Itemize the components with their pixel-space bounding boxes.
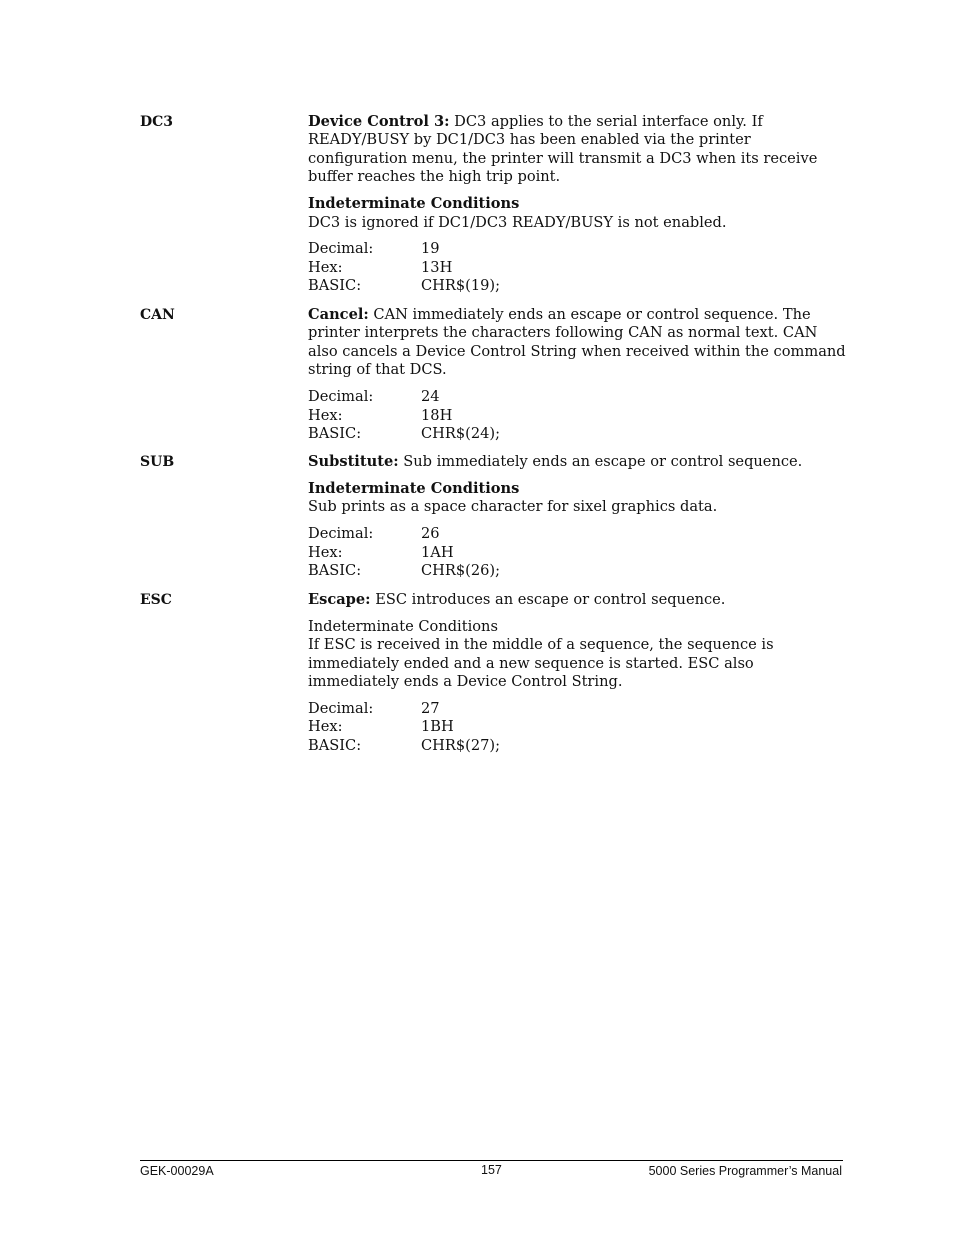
value-value: CHR$(26);: [421, 562, 501, 580]
entry-description: [308, 453, 848, 471]
entry-description: [308, 306, 848, 380]
entry-description: [308, 113, 848, 187]
value-label: BASIC:: [308, 736, 362, 754]
value-label: BASIC:: [308, 277, 362, 295]
value-value: 24: [421, 388, 440, 406]
footer-divider: [140, 1160, 843, 1161]
value-label: Decimal:: [308, 700, 374, 718]
entry-title: Device Control 3:: [308, 113, 450, 130]
entry-body: [308, 306, 848, 443]
entry-description: [308, 591, 848, 609]
value-value: CHR$(24);: [421, 424, 501, 442]
entry-title: Substitute:: [308, 453, 399, 470]
value-value: 18H: [421, 406, 453, 424]
value-label: BASIC:: [308, 562, 362, 580]
value-row-decimal: [308, 700, 848, 718]
entry-code: ESC: [140, 592, 172, 608]
value-label: Hex:: [308, 718, 343, 736]
indeterminate-text: Sub prints as a space character for sixel graphics data.: [308, 498, 718, 516]
footer-document-number: GEK-00029A: [140, 1164, 214, 1178]
indeterminate-heading: Indeterminate Conditions: [308, 195, 520, 213]
value-value: 19: [421, 240, 440, 258]
value-row-hex: [308, 544, 848, 562]
entry-description-text: CAN immediately ends an escape or control sequence. The printer interprets the characters following CAN as normal text. CAN also cancels a Device Control String when received within the command string of that DCS.: [308, 306, 846, 379]
value-value: 26: [421, 525, 440, 543]
entry-code: DC3: [140, 114, 174, 130]
value-row-decimal: [308, 240, 848, 258]
entry-body: [308, 453, 848, 580]
value-row-basic: [308, 562, 848, 580]
value-value: 27: [421, 700, 440, 718]
value-row-decimal: [308, 525, 848, 543]
value-label: Decimal:: [308, 388, 374, 406]
entry-code: CAN: [140, 307, 175, 323]
value-label: BASIC:: [308, 424, 362, 442]
value-value: 13H: [421, 258, 453, 276]
value-value: CHR$(27);: [421, 736, 501, 754]
value-row-basic: [308, 277, 848, 295]
indeterminate-heading: Indeterminate Conditions: [308, 617, 498, 635]
entry-title: Escape:: [308, 591, 371, 608]
entry-description-text: Sub immediately ends an escape or control sequence.: [398, 453, 803, 470]
footer-manual-title: 5000 Series Programmer’s Manual: [648, 1164, 842, 1178]
value-value: 1AH: [421, 543, 454, 561]
value-value: CHR$(19);: [421, 277, 501, 295]
value-label: Hex:: [308, 406, 343, 424]
footer-page-number: 157: [481, 1163, 502, 1177]
indeterminate-text: If ESC is received in the middle of a sequence, the sequence is immediately ended and a new sequence is started. ESC also immediately ends a Device Control String.: [308, 636, 774, 691]
entry-body: [308, 113, 848, 296]
entry-title: Cancel:: [308, 306, 369, 323]
value-row-decimal: [308, 388, 848, 406]
value-row-hex: [308, 718, 848, 736]
entry-description-text: DC3 applies to the serial interface only. If READY/BUSY by DC1/DC3 has been enabled via the printer configuration menu, the printer will transmit a DC3 when its receive buffer reaches the high trip point.: [308, 113, 818, 186]
value-row-hex: [308, 407, 848, 425]
value-label: Hex:: [308, 543, 343, 561]
entry-body: [308, 591, 848, 755]
value-row-basic: [308, 737, 848, 755]
value-label: Decimal:: [308, 240, 374, 258]
entry-description-text: ESC introduces an escape or control sequence.: [370, 591, 726, 608]
value-label: Decimal:: [308, 525, 374, 543]
value-value: 1BH: [421, 718, 454, 736]
entry-code: SUB: [140, 454, 175, 470]
value-label: Hex:: [308, 258, 343, 276]
indeterminate-heading: Indeterminate Conditions: [308, 479, 520, 497]
value-row-hex: [308, 259, 848, 277]
value-row-basic: [308, 425, 848, 443]
indeterminate-text: DC3 is ignored if DC1/DC3 READY/BUSY is not enabled.: [308, 213, 727, 231]
